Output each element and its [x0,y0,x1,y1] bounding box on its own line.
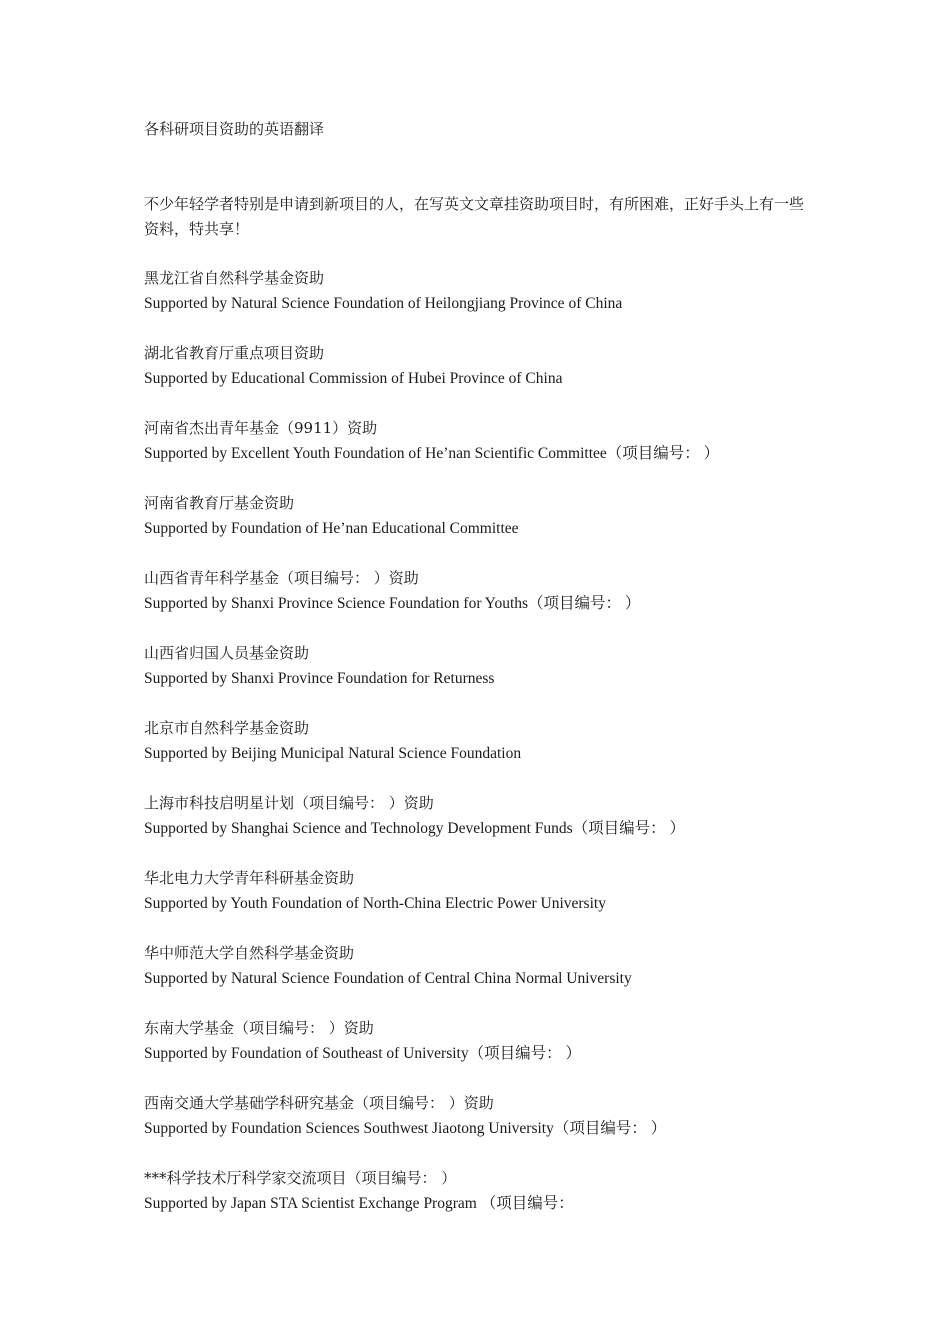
intro-paragraph: 不少年轻学者特别是申请到新项目的人，在写英文文章挂资助项目时，有所困难，正好手头上有一些资料，特共享！ [144,195,805,238]
funding-entry [144,1166,824,1216]
entry-chinese-name: 华北电力大学青年科研基金资助 [144,869,355,887]
entry-chinese-name: ***科学技术厅科学家交流项目（项目编号： ） [144,1169,457,1187]
entry-english-translation: Supported by Beijing Municipal Natural Science Foundation [144,745,522,762]
entry-english-translation: Supported by Excellent Youth Foundation of He’nan Scientific Committee（项目编号： ） [144,445,720,462]
funding-entry [144,641,824,691]
funding-entry [144,791,824,841]
funding-entry [144,491,824,541]
entry-chinese-name: 河南省杰出青年基金（9911）资助 [144,419,378,437]
funding-entry [144,341,824,391]
entry-english-translation: Supported by Natural Science Foundation of Central China Normal University [144,970,632,987]
entry-chinese-name: 黑龙江省自然科学基金资助 [144,269,325,287]
entry-chinese-name: 山西省归国人员基金资助 [144,644,310,662]
entry-english-translation: Supported by Shanxi Province Science Foundation for Youths（项目编号： ） [144,595,641,612]
entry-chinese-name: 华中师范大学自然科学基金资助 [144,944,355,962]
document-page [144,118,824,1241]
entry-chinese-name: 上海市科技启明星计划（项目编号： ）资助 [144,794,434,812]
entry-chinese-name: 西南交通大学基础学科研究基金（项目编号： ）资助 [144,1094,494,1112]
entry-english-translation: Supported by Foundation of Southeast of University（项目编号： ） [144,1045,581,1062]
entry-english-translation: Supported by Foundation Sciences Southwest Jiaotong University（项目编号： ） [144,1120,667,1137]
entry-chinese-name: 河南省教育厅基金资助 [144,494,295,512]
entry-english-translation: Supported by Educational Commission of Hubei Province of China [144,370,563,387]
entry-chinese-name: 山西省青年科学基金（项目编号： ）资助 [144,569,419,587]
funding-entries-list [144,266,824,1216]
entry-english-translation: Supported by Foundation of He’nan Educational Committee [144,520,519,537]
funding-entry [144,1016,824,1066]
entry-chinese-name: 东南大学基金（项目编号： ）资助 [144,1019,374,1037]
entry-english-translation: Supported by Japan STA Scientist Exchange Program （项目编号： [144,1195,574,1212]
funding-entry [144,866,824,916]
entry-english-translation: Supported by Natural Science Foundation of Heilongjiang Province of China [144,295,623,312]
entry-english-translation: Supported by Shanghai Science and Technology Development Funds（项目编号： ） [144,820,686,837]
entry-chinese-name: 北京市自然科学基金资助 [144,719,310,737]
document-title: 各科研项目资助的英语翻译 [144,120,325,138]
funding-entry [144,941,824,991]
funding-entry [144,566,824,616]
funding-entry [144,416,824,466]
funding-entry [144,716,824,766]
entry-chinese-name: 湖北省教育厅重点项目资助 [144,344,325,362]
funding-entry [144,266,824,316]
funding-entry [144,1091,824,1141]
entry-english-translation: Supported by Shanxi Province Foundation for Returness [144,670,495,687]
entry-english-translation: Supported by Youth Foundation of North-China Electric Power University [144,895,606,912]
